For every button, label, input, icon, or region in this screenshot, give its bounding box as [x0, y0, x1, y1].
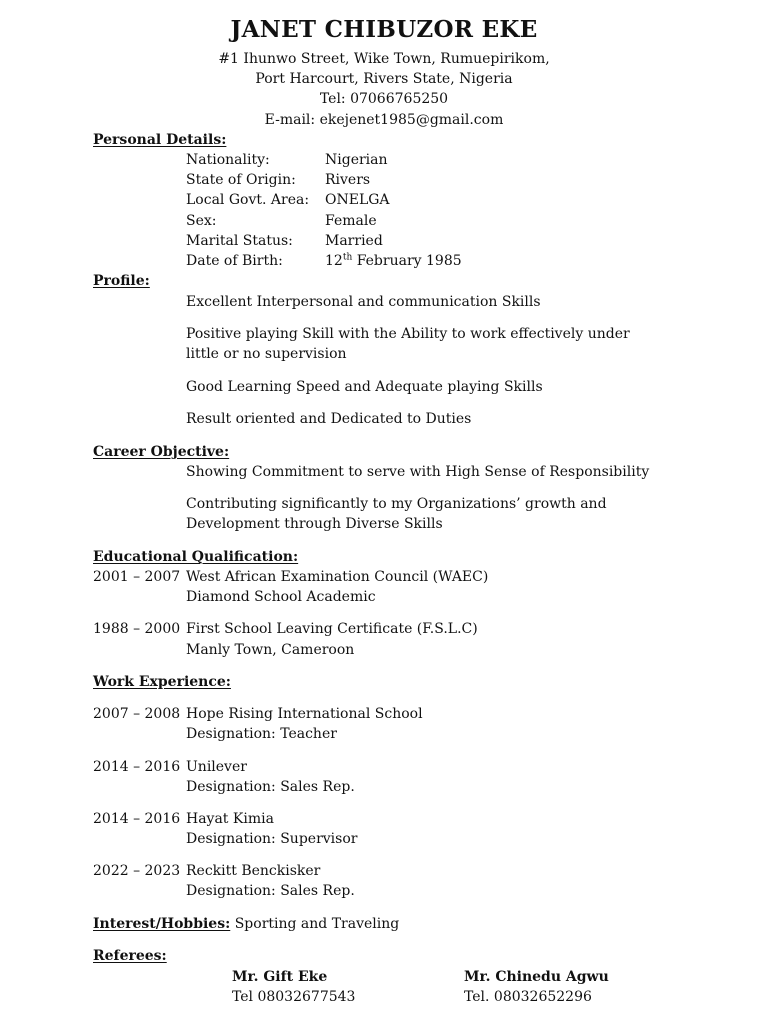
- work-experience-heading: Work Experience:: [93, 674, 231, 690]
- referee-tel: Tel. 08032652296: [464, 989, 592, 1005]
- profile-item: little or no supervision: [186, 346, 347, 362]
- work-employer: Reckitt Benckisker: [186, 863, 321, 879]
- personal-label: State of Origin:: [186, 172, 296, 188]
- personal-label: Nationality:: [186, 152, 270, 168]
- address-line-1: #1 Ihunwo Street, Wike Town, Rumuepirikom,: [218, 51, 550, 67]
- profile-item: Good Learning Speed and Adequate playing Skills: [186, 379, 543, 395]
- hobbies-value: Sporting and Traveling: [230, 916, 400, 932]
- personal-label: Sex:: [186, 213, 217, 229]
- personal-label: Date of Birth:: [186, 253, 283, 269]
- education-heading: Educational Qualification:: [93, 549, 299, 565]
- referee-name: Mr. Chinedu Agwu: [464, 969, 609, 985]
- work-designation: Designation: Sales Rep.: [186, 883, 355, 899]
- personal-details-heading: Personal Details:: [93, 132, 227, 148]
- dob-rest: February 1985: [352, 253, 462, 269]
- objective-item: Contributing significantly to my Organizations’ growth and: [186, 496, 607, 512]
- personal-value: Female: [325, 213, 377, 229]
- work-years: 2014 – 2016: [93, 811, 181, 827]
- work-years: 2007 – 2008: [93, 706, 181, 722]
- personal-value: ONELGA: [325, 192, 390, 208]
- education-title: West African Examination Council (WAEC): [186, 569, 489, 585]
- email: E-mail: ekejenet1985@gmail.com: [264, 112, 504, 128]
- profile-item: Positive playing Skill with the Ability to work effectively under: [186, 326, 630, 342]
- referee-tel: Tel 08032677543: [232, 989, 356, 1005]
- education-years: 2001 – 2007: [93, 569, 181, 585]
- personal-value: Rivers: [325, 172, 371, 188]
- hobbies-heading: Interest/Hobbies:: [93, 916, 231, 932]
- profile-item: Result oriented and Dedicated to Duties: [186, 411, 472, 427]
- education-detail: Diamond School Academic: [186, 589, 376, 605]
- education-years: 1988 – 2000: [93, 621, 181, 637]
- referees-heading: Referees:: [93, 948, 167, 964]
- dob-day: 12: [325, 253, 343, 269]
- referee-name: Mr. Gift Eke: [232, 969, 328, 985]
- objective-item: Development through Diverse Skills: [186, 516, 443, 532]
- career-objective-heading: Career Objective:: [93, 444, 230, 460]
- telephone: Tel: 07066765250: [319, 91, 449, 107]
- personal-value: Nigerian: [325, 152, 388, 168]
- education-detail: Manly Town, Cameroon: [186, 642, 355, 658]
- profile-item: Excellent Interpersonal and communication Skills: [186, 294, 541, 310]
- personal-value: Married: [325, 233, 383, 249]
- date-of-birth-value: [325, 251, 462, 271]
- work-employer: Unilever: [186, 759, 247, 775]
- education-title: First School Leaving Certificate (F.S.L.C): [186, 621, 478, 637]
- work-years: 2014 – 2016: [93, 759, 181, 775]
- personal-label: Marital Status:: [186, 233, 293, 249]
- work-employer: Hayat Kimia: [186, 811, 274, 827]
- work-designation: Designation: Sales Rep.: [186, 779, 355, 795]
- profile-heading: Profile:: [93, 273, 150, 289]
- address-line-2: Port Harcourt, Rivers State, Nigeria: [255, 71, 513, 87]
- work-designation: Designation: Supervisor: [186, 831, 358, 847]
- work-employer: Hope Rising International School: [186, 706, 423, 722]
- objective-item: Showing Commitment to serve with High Sense of Responsibility: [186, 464, 650, 480]
- personal-label: Local Govt. Area:: [186, 192, 310, 208]
- dob-suffix: th: [342, 252, 353, 263]
- work-designation: Designation: Teacher: [186, 726, 337, 742]
- resume-name: JANET CHIBUZOR EKE: [230, 16, 538, 43]
- hobbies-line: [93, 914, 399, 934]
- work-years: 2022 – 2023: [93, 863, 181, 879]
